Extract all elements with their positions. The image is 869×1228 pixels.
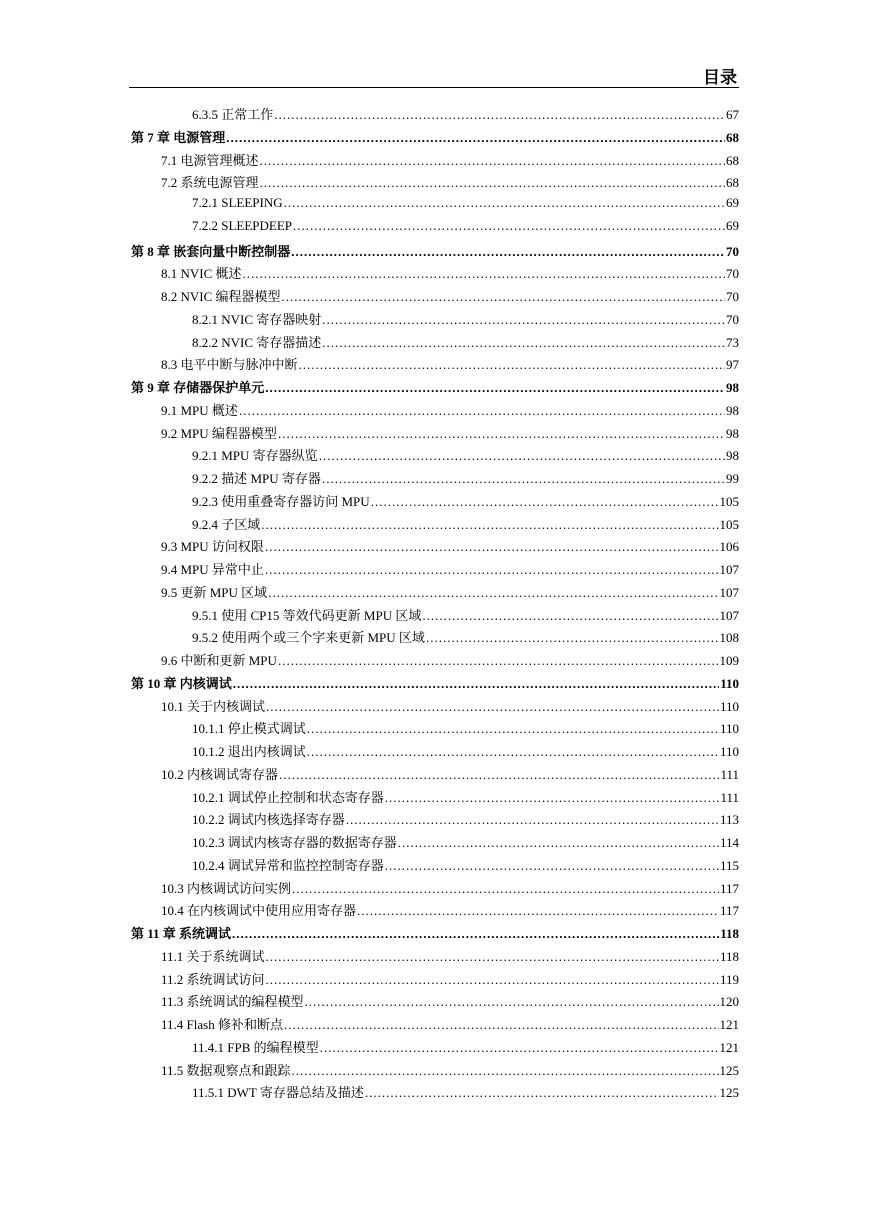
toc-entry[interactable] <box>129 514 739 537</box>
toc-entry-page: 110 <box>719 744 739 759</box>
toc-entry-page: 121 <box>719 1017 739 1032</box>
toc-entry-title: 10.2 内核调试寄存器 <box>161 766 279 782</box>
toc-entry[interactable] <box>129 696 739 719</box>
toc-dot-leader <box>426 630 719 646</box>
toc-entry[interactable] <box>129 1037 739 1060</box>
toc-entry[interactable] <box>129 718 739 741</box>
toc-entry[interactable] <box>129 445 739 468</box>
toc-dot-leader <box>282 289 725 305</box>
toc-entry-page: 68 <box>726 129 739 145</box>
toc-entry-title: 11.4 Flash 修补和断点 <box>161 1017 283 1032</box>
toc-dot-leader <box>265 539 719 555</box>
toc-entry[interactable] <box>129 741 739 764</box>
toc-entry-title: 7.1 电源管理概述 <box>161 152 259 168</box>
toc-entry-title: 6.3.5 正常工作 <box>192 107 274 122</box>
toc-dot-leader <box>261 517 718 533</box>
toc-entry-title: 8.1 NVIC 概述 <box>161 266 242 282</box>
toc-entry-page: 110 <box>719 698 739 714</box>
toc-entry-page: 69 <box>726 195 739 210</box>
toc-entry[interactable] <box>129 423 739 446</box>
toc-entry-page: 113 <box>719 812 739 828</box>
toc-entry-title: 9.2.2 描述 MPU 寄存器 <box>192 471 321 486</box>
toc-dot-leader <box>265 380 725 396</box>
toc-entry[interactable] <box>129 900 739 923</box>
toc-entry-title: 9.4 MPU 异常中止 <box>161 562 264 577</box>
toc-entry-page: 110 <box>720 675 739 691</box>
toc-entry-page: 115 <box>719 857 739 873</box>
toc-entry[interactable] <box>129 127 739 150</box>
toc-dot-leader <box>278 426 725 442</box>
toc-entry-page: 98 <box>726 380 739 395</box>
toc-dot-leader <box>307 721 719 737</box>
toc-entry-title: 10.2.3 调试内核寄存器的数据寄存器 <box>192 835 397 850</box>
toc-entry[interactable] <box>129 536 739 559</box>
toc-entry-page: 67 <box>726 107 739 122</box>
toc-dot-leader <box>322 471 725 487</box>
toc-entry[interactable] <box>129 582 739 605</box>
toc-entry-title: 9.2.4 子区域 <box>192 516 261 532</box>
toc-dot-leader <box>365 1085 719 1101</box>
toc-entry-title: 11.2 系统调试访问 <box>161 971 265 987</box>
toc-entry-title: 第 7 章 电源管理 <box>131 129 226 145</box>
toc-entry-page: 105 <box>719 493 739 509</box>
toc-entry-page: 70 <box>726 311 739 327</box>
toc-entry[interactable] <box>129 172 739 195</box>
toc-entry[interactable] <box>129 286 739 309</box>
toc-entry[interactable] <box>129 764 739 787</box>
toc-dot-leader <box>260 175 725 191</box>
toc-dot-leader <box>243 266 725 282</box>
toc-entry-page: 68 <box>726 152 739 168</box>
toc-entry-title: 10.1.2 退出内核调试 <box>192 744 306 759</box>
toc-entry[interactable] <box>129 309 739 332</box>
toc-entry-page: 111 <box>720 766 739 782</box>
toc-entry-title: 11.1 关于系统调试 <box>161 948 265 964</box>
toc-entry-title: 10.3 内核调试访问实例 <box>161 880 292 896</box>
toc-entry-title: 9.2 MPU 编程器模型 <box>161 425 277 441</box>
toc-entry[interactable] <box>129 377 739 400</box>
toc-entry-page: 117 <box>719 903 739 919</box>
toc-entry-page: 114 <box>719 835 739 850</box>
toc-entry[interactable] <box>129 627 739 650</box>
toc-entry-title: 第 8 章 嵌套向量中断控制器 <box>131 243 291 259</box>
toc-entry-title: 11.3 系统调试的编程模型 <box>161 994 304 1010</box>
toc-dot-leader <box>233 676 719 692</box>
toc-entry[interactable] <box>129 241 739 264</box>
toc-entry-title: 第 11 章 系统调试 <box>131 926 232 941</box>
toc-entry[interactable] <box>129 468 739 491</box>
toc-entry[interactable] <box>129 491 739 514</box>
toc-entry-page: 117 <box>719 880 739 896</box>
table-of-contents <box>129 104 739 1105</box>
toc-entry[interactable] <box>129 104 739 127</box>
toc-dot-leader <box>320 1040 719 1056</box>
toc-dot-leader <box>293 218 725 234</box>
toc-entry-title: 9.3 MPU 访问权限 <box>161 539 264 555</box>
toc-dot-leader <box>284 195 725 211</box>
toc-entry-title: 9.5.2 使用两个或三个字来更新 MPU 区域 <box>192 630 425 646</box>
toc-dot-leader <box>226 130 725 146</box>
toc-entry[interactable] <box>129 195 739 218</box>
toc-entry-page: 70 <box>726 289 739 304</box>
toc-entry[interactable] <box>129 832 739 855</box>
toc-entry-page: 70 <box>726 266 739 282</box>
toc-entry[interactable] <box>129 559 739 582</box>
toc-dot-leader <box>266 949 719 965</box>
toc-entry[interactable] <box>129 1014 739 1037</box>
toc-entry-page: 118 <box>720 926 739 941</box>
toc-entry-title: 10.2.4 调试异常和监控控制寄存器 <box>192 857 384 873</box>
page-title: 目录 <box>703 68 737 88</box>
toc-entry[interactable] <box>129 969 739 992</box>
toc-entry-title: 8.2.1 NVIC 寄存器映射 <box>192 311 322 327</box>
toc-entry-title: 8.2 NVIC 编程器模型 <box>161 289 281 304</box>
toc-entry-page: 68 <box>726 175 739 191</box>
toc-entry[interactable] <box>129 263 739 286</box>
toc-entry[interactable] <box>129 150 739 173</box>
toc-dot-leader <box>299 357 725 373</box>
toc-entry-title: 7.2.1 SLEEPING <box>192 195 283 210</box>
toc-entry-page: 120 <box>719 994 739 1010</box>
toc-dot-leader <box>319 448 725 464</box>
toc-entry[interactable] <box>129 673 739 696</box>
toc-entry-title: 10.1.1 停止模式调试 <box>192 721 306 737</box>
toc-entry-title: 7.2.2 SLEEPDEEP <box>192 217 293 233</box>
toc-entry-title: 10.4 在内核调试中使用应用寄存器 <box>161 903 357 919</box>
toc-entry-title: 7.2 系统电源管理 <box>161 175 259 191</box>
toc-entry-title: 10.1 关于内核调试 <box>161 698 266 714</box>
toc-entry-title: 10.2.2 调试内核选择寄存器 <box>192 812 345 828</box>
toc-entry[interactable] <box>129 605 739 628</box>
toc-entry[interactable] <box>129 218 739 241</box>
toc-entry-title: 8.3 电平中断与脉冲中断 <box>161 357 298 373</box>
toc-entry-page: 111 <box>720 789 739 805</box>
toc-dot-leader <box>305 994 719 1010</box>
toc-entry-page: 73 <box>726 334 739 350</box>
toc-entry-page: 69 <box>726 217 739 233</box>
toc-entry-page: 107 <box>719 584 739 600</box>
toc-dot-leader <box>284 1017 719 1033</box>
toc-dot-leader <box>232 926 719 942</box>
toc-entry-page: 70 <box>726 243 739 259</box>
toc-entry[interactable] <box>129 650 739 673</box>
toc-entry[interactable] <box>129 809 739 832</box>
toc-entry-page: 125 <box>719 1062 739 1078</box>
page-header <box>129 60 739 88</box>
toc-entry-page: 98 <box>726 402 739 418</box>
toc-entry-title: 9.2.1 MPU 寄存器纵览 <box>192 448 318 464</box>
toc-entry-title: 第 9 章 存储器保护单元 <box>131 380 265 395</box>
toc-dot-leader <box>260 153 725 169</box>
toc-entry-title: 第 10 章 内核调试 <box>131 675 232 691</box>
toc-dot-leader <box>292 1063 719 1079</box>
toc-dot-leader <box>279 767 719 783</box>
toc-entry[interactable] <box>129 787 739 810</box>
toc-entry-page: 98 <box>726 425 739 441</box>
toc-entry-page: 125 <box>719 1085 739 1101</box>
toc-dot-leader <box>346 812 719 828</box>
toc-dot-leader <box>322 335 725 351</box>
toc-entry[interactable] <box>129 1060 739 1083</box>
toc-entry[interactable] <box>129 991 739 1014</box>
toc-entry[interactable] <box>129 332 739 355</box>
toc-entry-page: 108 <box>719 630 739 646</box>
toc-dot-leader <box>268 585 718 601</box>
toc-entry-page: 109 <box>719 653 739 668</box>
toc-entry-page: 106 <box>719 539 739 555</box>
toc-entry-page: 118 <box>719 948 739 964</box>
toc-entry-title: 9.5.1 使用 CP15 等效代码更新 MPU 区域 <box>192 607 422 623</box>
toc-entry-title: 10.2.1 调试停止控制和状态寄存器 <box>192 789 384 805</box>
toc-entry-page: 107 <box>719 562 739 577</box>
toc-dot-leader <box>239 403 725 419</box>
toc-dot-leader <box>307 744 719 760</box>
toc-dot-leader <box>291 244 725 260</box>
toc-entry-title: 11.4.1 FPB 的编程模型 <box>192 1039 319 1055</box>
toc-entry-page: 97 <box>726 357 739 373</box>
toc-dot-leader <box>266 699 719 715</box>
toc-entry-page: 119 <box>719 971 739 987</box>
toc-entry-title: 8.2.2 NVIC 寄存器描述 <box>192 334 322 350</box>
toc-entry-page: 99 <box>726 471 739 486</box>
toc-entry-title: 9.6 中断和更新 MPU <box>161 653 277 668</box>
toc-dot-leader <box>357 903 719 919</box>
toc-entry-page: 121 <box>719 1039 739 1055</box>
toc-entry-title: 9.5 更新 MPU 区域 <box>161 584 268 600</box>
toc-dot-leader <box>422 608 718 624</box>
toc-entry[interactable] <box>129 400 739 423</box>
toc-entry-title: 9.1 MPU 概述 <box>161 402 238 418</box>
toc-dot-leader <box>385 790 720 806</box>
toc-entry[interactable] <box>129 878 739 901</box>
toc-dot-leader <box>274 107 725 123</box>
toc-entry[interactable] <box>129 354 739 377</box>
toc-dot-leader <box>265 562 719 578</box>
toc-dot-leader <box>322 312 725 328</box>
toc-entry[interactable] <box>129 855 739 878</box>
toc-dot-leader <box>292 881 719 897</box>
toc-entry-title: 11.5 数据观察点和跟踪 <box>161 1062 291 1078</box>
toc-entry-page: 107 <box>719 607 739 623</box>
toc-entry-page: 98 <box>726 448 739 464</box>
toc-dot-leader <box>371 494 719 510</box>
toc-dot-leader <box>385 858 719 874</box>
toc-entry-title: 11.5.1 DWT 寄存器总结及描述 <box>192 1085 364 1101</box>
toc-entry-page: 105 <box>719 516 739 532</box>
toc-entry-page: 110 <box>719 721 739 737</box>
toc-entry[interactable] <box>129 946 739 969</box>
toc-dot-leader <box>266 972 719 988</box>
toc-entry-title: 9.2.3 使用重叠寄存器访问 MPU <box>192 493 370 509</box>
toc-entry[interactable] <box>129 923 739 946</box>
toc-entry[interactable] <box>129 1082 739 1105</box>
toc-dot-leader <box>398 835 719 851</box>
toc-dot-leader <box>278 653 719 669</box>
